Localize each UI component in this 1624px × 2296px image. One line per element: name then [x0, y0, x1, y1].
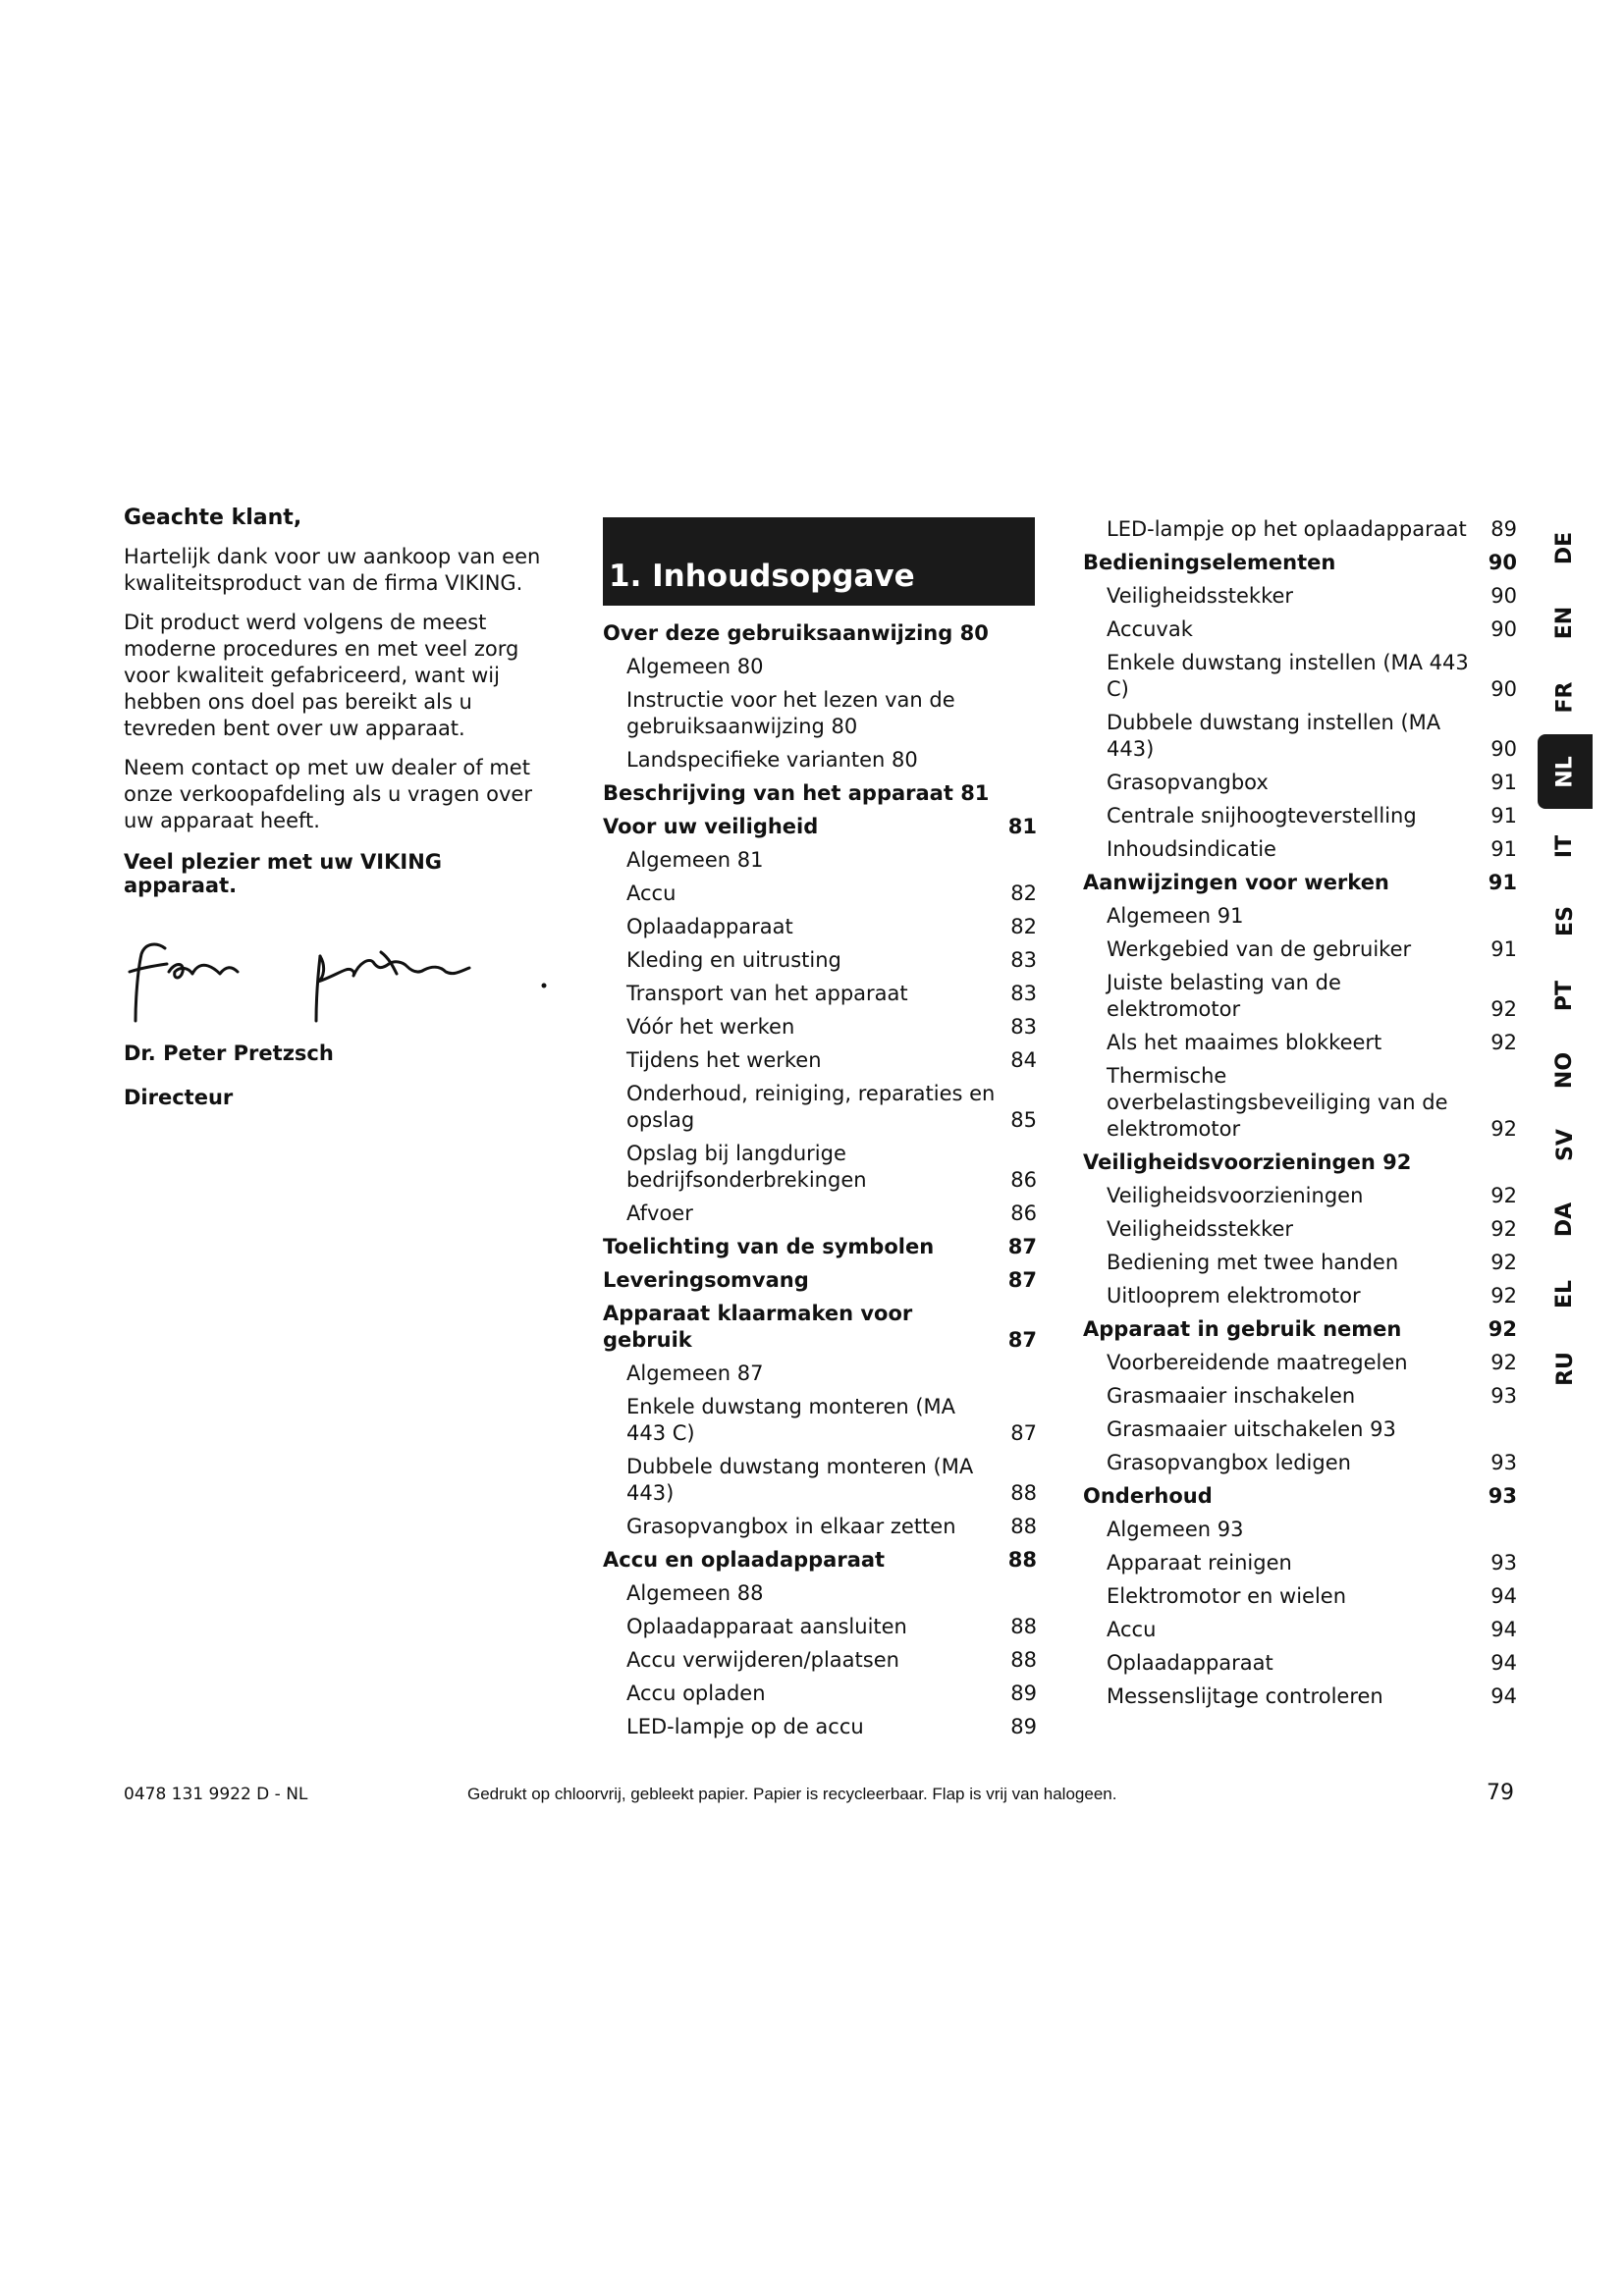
toc-entry [1083, 1183, 1517, 1209]
toc-entry [603, 747, 1037, 774]
letter-paragraph: Neem contact op met uw dealer of met onze verkoopafdeling als u vragen over uw apparaat heeft. [124, 756, 532, 832]
toc-entry-title: Leveringsomvang [603, 1268, 809, 1292]
toc-entry-page: 81 [1007, 815, 1037, 838]
toc-entry-title: Inhoudsindicatie [1107, 837, 1276, 861]
toc-entry-page: 88 [1007, 1548, 1037, 1572]
language-tab-no [1538, 1033, 1593, 1107]
toc-entry-page: 93 [1490, 1384, 1517, 1408]
language-tab-el [1538, 1256, 1593, 1331]
toc-entry [603, 620, 1037, 647]
language-tab-label: NO [1552, 1051, 1578, 1089]
toc-entry [1083, 550, 1517, 576]
toc-entry [1083, 583, 1517, 610]
toc-entry-title: Algemeen 88 [626, 1581, 764, 1605]
language-tab-ru [1538, 1331, 1593, 1406]
language-tab-nl [1538, 734, 1593, 809]
toc-entry-page: 86 [1010, 1168, 1037, 1192]
toc-entry-page: 87 [1007, 1235, 1037, 1258]
toc-entry-page: 92 [1490, 1031, 1517, 1054]
toc-entry-title: Grasopvangbox ledigen [1107, 1451, 1351, 1474]
toc-entry-title: Apparaat reinigen [1107, 1551, 1292, 1575]
toc-entry [603, 947, 1037, 974]
language-tab-es [1538, 883, 1593, 958]
toc-entry-title: Enkele duwstang instellen (MA 443 C) [1107, 651, 1469, 701]
language-tab-fr [1538, 660, 1593, 734]
toc-entry-page: 83 [1010, 982, 1037, 1005]
toc-title: 1. Inhoudsopgave [603, 517, 1035, 606]
toc-entry-title: Accu [1107, 1618, 1157, 1641]
toc-entry [603, 914, 1037, 940]
toc-entry-title: Veiligheidsvoorzieningen 92 [1083, 1150, 1412, 1174]
toc-entry [1083, 770, 1517, 796]
toc-entry-title: Instructie voor het lezen van de gebruiksaanwijzing 80 [626, 688, 955, 738]
toc-entry [603, 1454, 1037, 1507]
toc-entry-page: 91 [1488, 871, 1517, 894]
toc-entry [1083, 1063, 1517, 1143]
toc-entry [1083, 650, 1517, 703]
toc-entry [603, 1361, 1037, 1387]
toc-entry-page: 90 [1490, 584, 1517, 608]
toc-entry-page: 89 [1010, 1715, 1037, 1738]
toc-entry [603, 1714, 1037, 1740]
toc-entry [1083, 870, 1517, 896]
toc-entry [1083, 1250, 1517, 1276]
language-tab-label: FR [1552, 681, 1578, 713]
letter-closing: Veel plezier met uw VIKING apparaat. [124, 850, 443, 897]
toc-entry-title: Apparaat in gebruik nemen [1083, 1317, 1402, 1341]
toc-entry [603, 1141, 1037, 1194]
toc-entry-page: 88 [1010, 1515, 1037, 1538]
toc-entry-page: 82 [1010, 915, 1037, 938]
language-tab-sv [1538, 1107, 1593, 1182]
toc-entry [1083, 903, 1517, 930]
toc-entry [603, 1014, 1037, 1041]
toc-entry-title: Dubbele duwstang monteren (MA 443) [626, 1455, 974, 1505]
welcome-letter [124, 506, 556, 897]
toc-entry-title: Landspecifieke varianten 80 [626, 748, 918, 772]
toc-entry-title: Als het maaimes blokkeert [1107, 1031, 1382, 1054]
toc-entry [603, 1047, 1037, 1074]
toc-entry [1083, 1416, 1517, 1443]
toc-entry-title: Veiligheidsstekker [1107, 1217, 1294, 1241]
toc-entry-page: 87 [1007, 1268, 1037, 1292]
toc-entry-page: 87 [1010, 1421, 1037, 1445]
language-tab-label: RU [1552, 1351, 1578, 1386]
toc-entry-title: Thermische overbelastingsbeveiliging van de elektromotor [1107, 1064, 1448, 1141]
toc-entry [603, 1081, 1037, 1134]
toc-entry-title: Messenslijtage controleren [1107, 1684, 1383, 1708]
toc-entry-title: LED-lampje op de accu [626, 1715, 864, 1738]
toc-entry [603, 1547, 1037, 1574]
toc-entry-title: Beschrijving van het apparaat 81 [603, 781, 990, 805]
toc-entry-page: 83 [1010, 1015, 1037, 1039]
toc-entry-page: 92 [1490, 1117, 1517, 1141]
toc-entry-page: 92 [1490, 1217, 1517, 1241]
toc-entry [603, 1614, 1037, 1640]
language-tab-it [1538, 809, 1593, 883]
document-code: 0478 131 9922 D - NL [124, 1785, 308, 1804]
toc-entry-title: Voorbereidende maatregelen [1107, 1351, 1408, 1374]
toc-entry [1083, 1350, 1517, 1376]
toc-entry [1083, 1550, 1517, 1576]
toc-entry [603, 654, 1037, 680]
toc-entry-page: 88 [1010, 1615, 1037, 1638]
toc-entry-page: 92 [1488, 1317, 1517, 1341]
paper-note: Gedrukt op chloorvrij, gebleekt papier. Papier is recycleerbaar. Flap is vrij van halogeen. [467, 1785, 1117, 1803]
toc-entry-title: Accu verwijderen/plaatsen [626, 1648, 899, 1672]
toc-entry [1083, 1316, 1517, 1343]
toc-entry-page: 92 [1490, 1184, 1517, 1207]
language-tab-da [1538, 1182, 1593, 1256]
toc-entry-page: 92 [1490, 1284, 1517, 1308]
toc-entry [603, 1681, 1037, 1707]
toc-entry-page: 87 [1007, 1328, 1037, 1352]
toc-entry-page: 85 [1010, 1108, 1037, 1132]
toc-entry-title: Opslag bij langdurige bedrijfsonderbrekingen [626, 1142, 867, 1192]
language-tab-label: DE [1552, 531, 1578, 564]
toc-entry [1083, 1450, 1517, 1476]
toc-entry-title: Dubbele duwstang instellen (MA 443) [1107, 711, 1441, 761]
language-tab-en [1538, 585, 1593, 660]
toc-entry [1083, 936, 1517, 963]
toc-entry-title: Grasopvangbox in elkaar zetten [626, 1515, 956, 1538]
language-tab-label: DA [1552, 1201, 1578, 1237]
toc-entry [603, 1514, 1037, 1540]
toc-entry-title: Algemeen 80 [626, 655, 764, 678]
toc-entry [1083, 710, 1517, 763]
toc-entry-page: 90 [1490, 677, 1517, 701]
toc-entry [1083, 1583, 1517, 1610]
toc-entry-title: Onderhoud [1083, 1484, 1213, 1508]
toc-entry [1083, 1517, 1517, 1543]
language-tab-label: NL [1552, 755, 1578, 788]
toc-entry-page: 82 [1010, 881, 1037, 905]
language-tab-de [1538, 510, 1593, 585]
letter-paragraph: Dit product werd volgens de meest moderne procedures en met veel zorg voor kwaliteit gefabriceerd, want wij hebben ons doel pas bereikt als u tevreden bent over uw apparaat. [124, 611, 519, 740]
toc-entry-title: Apparaat klaarmaken voor gebruik [603, 1302, 913, 1352]
toc-entry-title: Transport van het apparaat [626, 982, 908, 1005]
toc-entry [1083, 616, 1517, 643]
toc-entry [1083, 516, 1517, 543]
toc-entry-title: Elektromotor en wielen [1107, 1584, 1347, 1608]
toc-entry-title: Grasmaaier uitschakelen 93 [1107, 1417, 1396, 1441]
toc-entry-page: 93 [1490, 1551, 1517, 1575]
toc-entry [1083, 1617, 1517, 1643]
toc-entry-title: Uitlooprem elektromotor [1107, 1284, 1361, 1308]
handwritten-signature [124, 923, 556, 1031]
toc-entry [1083, 836, 1517, 863]
toc-entry [1083, 803, 1517, 829]
toc-entry [603, 847, 1037, 874]
toc-entry [603, 1301, 1037, 1354]
toc-entry-title: Oplaadapparaat [1107, 1651, 1273, 1675]
toc-entry-title: Toelichting van de symbolen [603, 1235, 935, 1258]
toc-entry-title: Bedieningselementen [1083, 551, 1336, 574]
toc-entry-title: Accuvak [1107, 617, 1193, 641]
toc-entry-page: 84 [1010, 1048, 1037, 1072]
language-tabs [1538, 510, 1593, 1406]
toc-entry-page: 88 [1010, 1648, 1037, 1672]
language-tab-pt [1538, 958, 1593, 1033]
toc-entry-title: Voor uw veiligheid [603, 815, 819, 838]
toc-entry [1083, 1650, 1517, 1677]
toc-entry-title: Accu opladen [626, 1682, 766, 1705]
toc-entry-title: Afvoer [626, 1201, 693, 1225]
toc-entry-title: Vóór het werken [626, 1015, 795, 1039]
toc-entry [603, 780, 1037, 807]
toc-entry [603, 1394, 1037, 1447]
toc-entry-page: 94 [1490, 1684, 1517, 1708]
toc-entry-page: 89 [1490, 517, 1517, 541]
toc-entry-page: 86 [1010, 1201, 1037, 1225]
language-tab-label: ES [1552, 905, 1578, 936]
toc-entry-title: Centrale snijhoogteverstelling [1107, 804, 1417, 828]
toc-entry-title: Algemeen 93 [1107, 1518, 1244, 1541]
language-tab-label: PT [1552, 980, 1578, 1011]
toc-entry [603, 1647, 1037, 1674]
toc-entry [603, 981, 1037, 1007]
toc-entry [1083, 1149, 1517, 1176]
toc-entry-page: 90 [1490, 617, 1517, 641]
toc-entry-title: Grasmaaier inschakelen [1107, 1384, 1356, 1408]
toc-entry [603, 1201, 1037, 1227]
toc-entry-page: 90 [1490, 737, 1517, 761]
toc-entry-title: Veiligheidsvoorzieningen [1107, 1184, 1364, 1207]
toc-entry-page: 91 [1490, 937, 1517, 961]
letter-greeting: Geachte klant, [124, 506, 302, 530]
toc-entry-page: 89 [1010, 1682, 1037, 1705]
toc-entry-page: 94 [1490, 1584, 1517, 1608]
toc-entry [1083, 1683, 1517, 1710]
toc-entry-page: 93 [1488, 1484, 1517, 1508]
toc-entry-title: Algemeen 81 [626, 848, 764, 872]
signer-title: Directeur [124, 1086, 234, 1109]
signer-name: Dr. Peter Pretzsch [124, 1041, 334, 1065]
toc-entry-page: 93 [1490, 1451, 1517, 1474]
toc-entry-title: Kleding en uitrusting [626, 948, 841, 972]
toc-entry-page: 88 [1010, 1481, 1037, 1505]
toc-entry [1083, 1383, 1517, 1410]
toc-entry-title: LED-lampje op het oplaadapparaat [1107, 517, 1467, 541]
toc-entry-title: Oplaadapparaat aansluiten [626, 1615, 907, 1638]
toc-entry [603, 687, 1037, 740]
toc-entry [603, 1580, 1037, 1607]
toc-entry-page: 94 [1490, 1618, 1517, 1641]
toc-entry [1083, 970, 1517, 1023]
toc-entry [603, 1267, 1037, 1294]
toc-entry-page: 92 [1490, 1351, 1517, 1374]
language-tab-label: SV [1552, 1128, 1578, 1161]
toc-entry-page: 94 [1490, 1651, 1517, 1675]
toc-entry-title: Aanwijzingen voor werken [1083, 871, 1389, 894]
toc-entry-title: Veiligheidsstekker [1107, 584, 1294, 608]
toc-entry-page: 83 [1010, 948, 1037, 972]
toc-entry-title: Grasopvangbox [1107, 771, 1269, 794]
toc-entry-title: Bediening met twee handen [1107, 1251, 1399, 1274]
language-tab-label: EN [1552, 606, 1578, 639]
toc-entry-title: Enkele duwstang monteren (MA 443 C) [626, 1395, 956, 1445]
toc-entry-page: 92 [1490, 997, 1517, 1021]
toc-entry [1083, 1483, 1517, 1510]
page-number: 79 [1487, 1781, 1514, 1805]
toc-entry-title: Accu en oplaadapparaat [603, 1548, 886, 1572]
toc-column-2 [1083, 516, 1517, 1717]
language-tab-label: EL [1552, 1279, 1578, 1308]
toc-entry [1083, 1283, 1517, 1309]
toc-entry-title: Werkgebied van de gebruiker [1107, 937, 1412, 961]
toc-entry-title: Accu [626, 881, 677, 905]
toc-entry [1083, 1216, 1517, 1243]
toc-entry-title: Over deze gebruiksaanwijzing 80 [603, 621, 989, 645]
toc-entry-title: Onderhoud, reiniging, reparaties en opslag [626, 1082, 996, 1132]
toc-entry-page: 91 [1490, 804, 1517, 828]
letter-paragraph: Hartelijk dank voor uw aankoop van een kwaliteitsproduct van de firma VIKING. [124, 545, 541, 595]
toc-entry-page: 90 [1488, 551, 1517, 574]
toc-entry [603, 881, 1037, 907]
toc-entry-page: 92 [1490, 1251, 1517, 1274]
toc-entry-title: Tijdens het werken [626, 1048, 822, 1072]
toc-entry-title: Oplaadapparaat [626, 915, 793, 938]
toc-entry-title: Algemeen 91 [1107, 904, 1244, 928]
toc-column-1 [603, 620, 1037, 1747]
toc-entry [603, 814, 1037, 840]
toc-entry [603, 1234, 1037, 1260]
language-tab-label: IT [1552, 834, 1578, 858]
toc-entry-title: Algemeen 87 [626, 1362, 764, 1385]
toc-entry-page: 91 [1490, 771, 1517, 794]
toc-entry-title: Juiste belasting van de elektromotor [1107, 971, 1341, 1021]
toc-entry-page: 91 [1490, 837, 1517, 861]
toc-entry [1083, 1030, 1517, 1056]
